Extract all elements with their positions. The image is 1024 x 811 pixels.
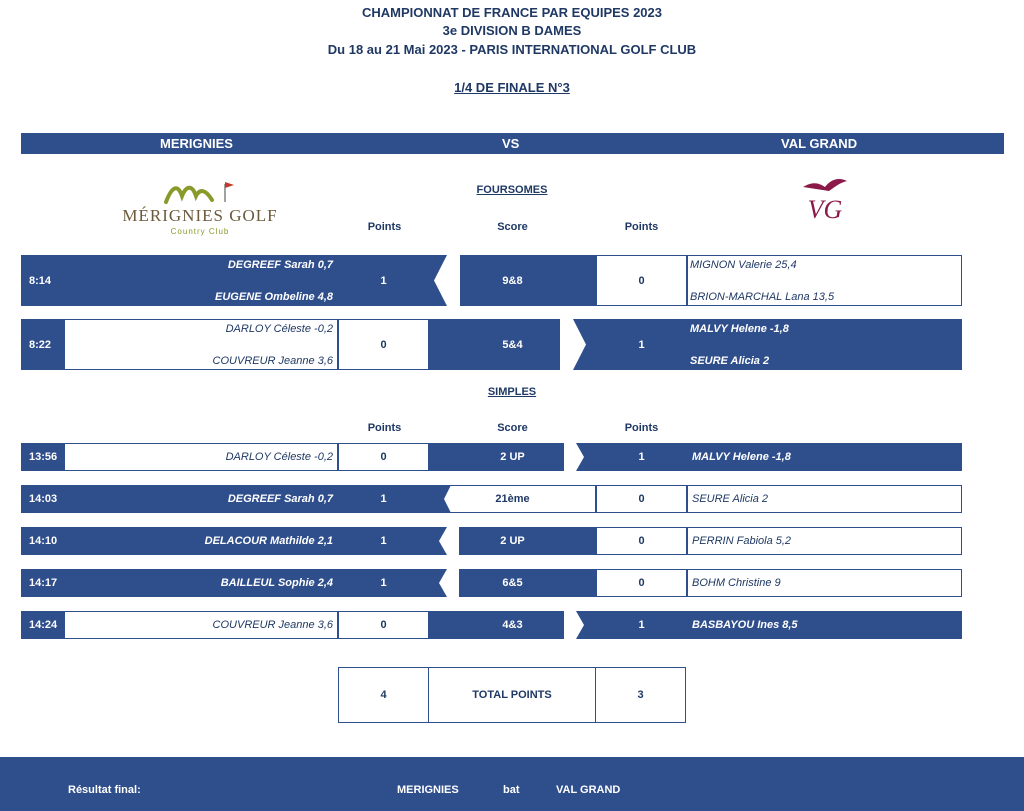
left-points: 0: [338, 443, 429, 471]
left-player: DARLOY Céleste -0,2: [64, 443, 338, 471]
left-points: 1: [338, 255, 429, 306]
right-points: 0: [596, 569, 687, 597]
merignies-logo-subtitle: Country Club: [170, 227, 230, 236]
right-points: 1: [596, 443, 687, 471]
match-score: 2 UP: [429, 527, 596, 555]
right-points: 0: [596, 485, 687, 513]
tee-time: 14:03: [21, 485, 64, 513]
match-score: 21ème: [429, 485, 596, 513]
team-left-name: MERIGNIES: [160, 136, 233, 151]
left-player: COUVREUR Jeanne 3,6: [64, 611, 338, 639]
foursome-row: [21, 255, 962, 306]
left-player: DARLOY Céleste -0,2: [225, 323, 333, 335]
team-band: [21, 133, 1004, 154]
simple-row: [21, 569, 962, 597]
left-player: DEGREEF Sarah 0,7: [227, 259, 333, 271]
tee-time: 14:17: [21, 569, 64, 597]
round-title: 1/4 DE FINALE N°3: [454, 80, 570, 95]
final-result-label: Résultat final:: [68, 784, 141, 796]
simples-score-header: Score: [497, 422, 528, 434]
merignies-logo-title: MÉRIGNIES GOLF: [122, 206, 278, 225]
val-grand-logo-mark: VG: [807, 195, 843, 224]
merignies-swoosh-icon: [120, 178, 280, 208]
winner-left-arrow-icon: [439, 527, 459, 555]
match-score: 2 UP: [429, 443, 596, 471]
right-pair: [687, 319, 962, 370]
title-line-2: 3e DIVISION B DAMES: [442, 23, 582, 38]
simple-row: [21, 443, 962, 471]
team-right-name: VAL GRAND: [781, 136, 858, 151]
tee-time: 8:22: [21, 319, 64, 370]
match-score: 9&8: [429, 255, 596, 306]
right-points: 1: [596, 319, 687, 370]
left-points: 1: [338, 527, 429, 555]
foursomes-left-points-header: Points: [367, 221, 402, 233]
total-points-label: TOTAL POINTS: [428, 667, 596, 723]
left-points: 1: [338, 569, 429, 597]
left-pair: [64, 319, 338, 370]
left-pair: [64, 255, 338, 306]
left-player: BAILLEUL Sophie 2,4: [64, 569, 338, 597]
winner-right-arrow-icon: [564, 611, 584, 639]
final-result-bar: [0, 757, 1024, 811]
winner-left-arrow-icon: [439, 569, 459, 597]
title-line-1: CHAMPIONNAT DE FRANCE PAR EQUIPES 2023: [361, 5, 662, 20]
tee-time: 13:56: [21, 443, 64, 471]
foursomes-right-points-header: Points: [624, 221, 659, 233]
left-player: DELACOUR Mathilde 2,1: [64, 527, 338, 555]
right-player: BRION-MARCHAL Lana 13,5: [690, 291, 835, 303]
right-player: BOHM Christine 9: [687, 569, 962, 597]
total-left-points: 4: [338, 667, 429, 723]
title-line-3: Du 18 au 21 Mai 2023 - PARIS INTERNATIONAL GOLF CLUB: [327, 42, 697, 57]
final-loser: VAL GRAND: [556, 784, 621, 796]
right-player: MALVY Helene -1,8: [690, 323, 789, 335]
right-points: 0: [596, 255, 687, 306]
tee-time: 14:24: [21, 611, 64, 639]
tee-time: 8:14: [21, 255, 64, 306]
simples-title: SIMPLES: [487, 386, 537, 398]
match-score: 4&3: [429, 611, 596, 639]
foursomes-score-header: Score: [497, 221, 528, 233]
foursome-row: [21, 319, 962, 370]
right-player: SEURE Alicia 2: [687, 485, 962, 513]
simple-row: [21, 527, 962, 555]
final-verb: bat: [503, 784, 520, 796]
match-score: 6&5: [429, 569, 596, 597]
foursomes-title: FOURSOMES: [476, 184, 548, 196]
right-player: MIGNON Valerie 25,4: [690, 259, 797, 271]
right-player: MALVY Helene -1,8: [687, 443, 962, 471]
total-right-points: 3: [595, 667, 686, 723]
tee-time: 14:10: [21, 527, 64, 555]
left-points: 0: [338, 611, 429, 639]
simples-left-points-header: Points: [367, 422, 402, 434]
total-points-box: [338, 667, 686, 723]
right-player: BASBAYOU Ines 8,5: [687, 611, 962, 639]
simple-row: [21, 611, 962, 639]
right-points: 0: [596, 527, 687, 555]
left-points: 0: [338, 319, 429, 370]
final-winner: MERIGNIES: [397, 784, 459, 796]
vs-label: VS: [502, 136, 520, 151]
left-player: COUVREUR Jeanne 3,6: [212, 355, 333, 367]
left-points: 1: [338, 485, 429, 513]
merignies-logo: [120, 178, 280, 240]
winner-right-arrow-icon: [560, 319, 586, 370]
left-player: EUGENE Ombeline 4,8: [215, 291, 333, 303]
simple-row: [21, 485, 962, 513]
right-player: PERRIN Fabiola 5,2: [687, 527, 962, 555]
right-points: 1: [596, 611, 687, 639]
winner-left-arrow-icon: [434, 255, 460, 306]
simples-right-points-header: Points: [624, 422, 659, 434]
left-player: DEGREEF Sarah 0,7: [64, 485, 338, 513]
right-player: SEURE Alicia 2: [690, 355, 770, 367]
winner-left-arrow-icon: [429, 485, 459, 513]
winner-right-arrow-icon: [564, 443, 584, 471]
right-pair: [687, 255, 962, 306]
val-grand-logo: [795, 173, 855, 235]
match-score: 5&4: [429, 319, 596, 370]
